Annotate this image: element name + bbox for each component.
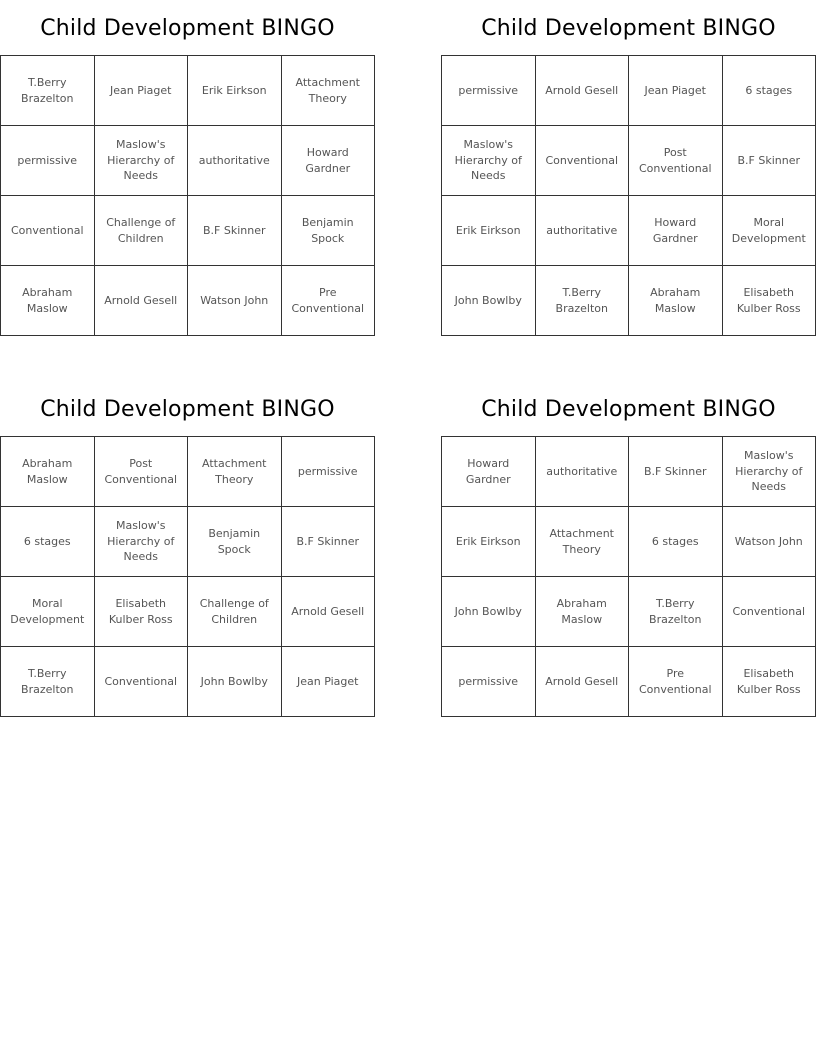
bingo-cell: T.Berry Brazelton	[1, 56, 95, 126]
bingo-cell: B.F Skinner	[629, 437, 723, 507]
bingo-cell: Arnold Gesell	[282, 577, 376, 647]
bingo-cell: Maslow's Hierarchy of Needs	[95, 126, 189, 196]
bingo-cell: John Bowlby	[188, 647, 282, 717]
bingo-cell: permissive	[442, 56, 536, 126]
bingo-cell: Elisabeth Kulber Ross	[723, 647, 816, 717]
bingo-cell: Jean Piaget	[282, 647, 376, 717]
bingo-cell: Abraham Maslow	[629, 266, 723, 336]
bingo-cell: Pre Conventional	[629, 647, 723, 717]
bingo-grid	[441, 55, 816, 336]
bingo-cell: Post Conventional	[95, 437, 189, 507]
bingo-cell: B.F Skinner	[188, 196, 282, 266]
bingo-cell: Erik Eirkson	[442, 196, 536, 266]
bingo-grid	[0, 55, 375, 336]
bingo-card-2	[441, 0, 816, 336]
bingo-card-4	[441, 381, 816, 717]
bingo-cell: Howard Gardner	[282, 126, 376, 196]
bingo-cell: T.Berry Brazelton	[629, 577, 723, 647]
bingo-cell: Watson John	[188, 266, 282, 336]
bingo-cell: Maslow's Hierarchy of Needs	[442, 126, 536, 196]
bingo-cell: John Bowlby	[442, 266, 536, 336]
bingo-cell: Challenge of Children	[95, 196, 189, 266]
bingo-cell: Howard Gardner	[442, 437, 536, 507]
bingo-cell: 6 stages	[723, 56, 816, 126]
bingo-cell: Jean Piaget	[95, 56, 189, 126]
bingo-cell: Erik Eirkson	[188, 56, 282, 126]
bingo-cell: permissive	[1, 126, 95, 196]
bingo-cell: John Bowlby	[442, 577, 536, 647]
bingo-cell: T.Berry Brazelton	[536, 266, 630, 336]
bingo-cell: Maslow's Hierarchy of Needs	[723, 437, 816, 507]
card-title: Child Development BINGO	[481, 397, 776, 422]
bingo-cell: authoritative	[536, 437, 630, 507]
bingo-cell: Abraham Maslow	[1, 266, 95, 336]
bingo-cell: Arnold Gesell	[95, 266, 189, 336]
bingo-cell: Conventional	[536, 126, 630, 196]
bingo-cell: Benjamin Spock	[282, 196, 376, 266]
bingo-cell: Arnold Gesell	[536, 647, 630, 717]
bingo-cell: Attachment Theory	[536, 507, 630, 577]
bingo-cell: permissive	[282, 437, 376, 507]
bingo-cell: Pre Conventional	[282, 266, 376, 336]
bingo-cell: Watson John	[723, 507, 816, 577]
bingo-cell: Howard Gardner	[629, 196, 723, 266]
card-title: Child Development BINGO	[481, 16, 776, 41]
bingo-card-1	[0, 0, 375, 336]
bingo-cell: Conventional	[1, 196, 95, 266]
bingo-cell: Post Conventional	[629, 126, 723, 196]
bingo-cell: Benjamin Spock	[188, 507, 282, 577]
card-title: Child Development BINGO	[40, 397, 335, 422]
bingo-cell: Abraham Maslow	[1, 437, 95, 507]
bingo-cell: Challenge of Children	[188, 577, 282, 647]
bingo-cell: Jean Piaget	[629, 56, 723, 126]
bingo-cell: B.F Skinner	[723, 126, 816, 196]
bingo-cell: Abraham Maslow	[536, 577, 630, 647]
bingo-cell: Conventional	[723, 577, 816, 647]
bingo-cell: Conventional	[95, 647, 189, 717]
card-title: Child Development BINGO	[40, 16, 335, 41]
bingo-cell: Arnold Gesell	[536, 56, 630, 126]
bingo-cell: Erik Eirkson	[442, 507, 536, 577]
bingo-cell: B.F Skinner	[282, 507, 376, 577]
bingo-cell: Elisabeth Kulber Ross	[95, 577, 189, 647]
bingo-grid	[441, 436, 816, 717]
bingo-grid	[0, 436, 375, 717]
bingo-cell: T.Berry Brazelton	[1, 647, 95, 717]
bingo-card-3	[0, 381, 375, 717]
bingo-cell: Maslow's Hierarchy of Needs	[95, 507, 189, 577]
bingo-cell: Elisabeth Kulber Ross	[723, 266, 816, 336]
bingo-cell: Attachment Theory	[188, 437, 282, 507]
bingo-cell: authoritative	[188, 126, 282, 196]
bingo-cell: 6 stages	[1, 507, 95, 577]
bingo-cell: Attachment Theory	[282, 56, 376, 126]
bingo-cell: Moral Development	[1, 577, 95, 647]
bingo-cell: permissive	[442, 647, 536, 717]
bingo-cell: Moral Development	[723, 196, 816, 266]
bingo-cell: authoritative	[536, 196, 630, 266]
bingo-cell: 6 stages	[629, 507, 723, 577]
